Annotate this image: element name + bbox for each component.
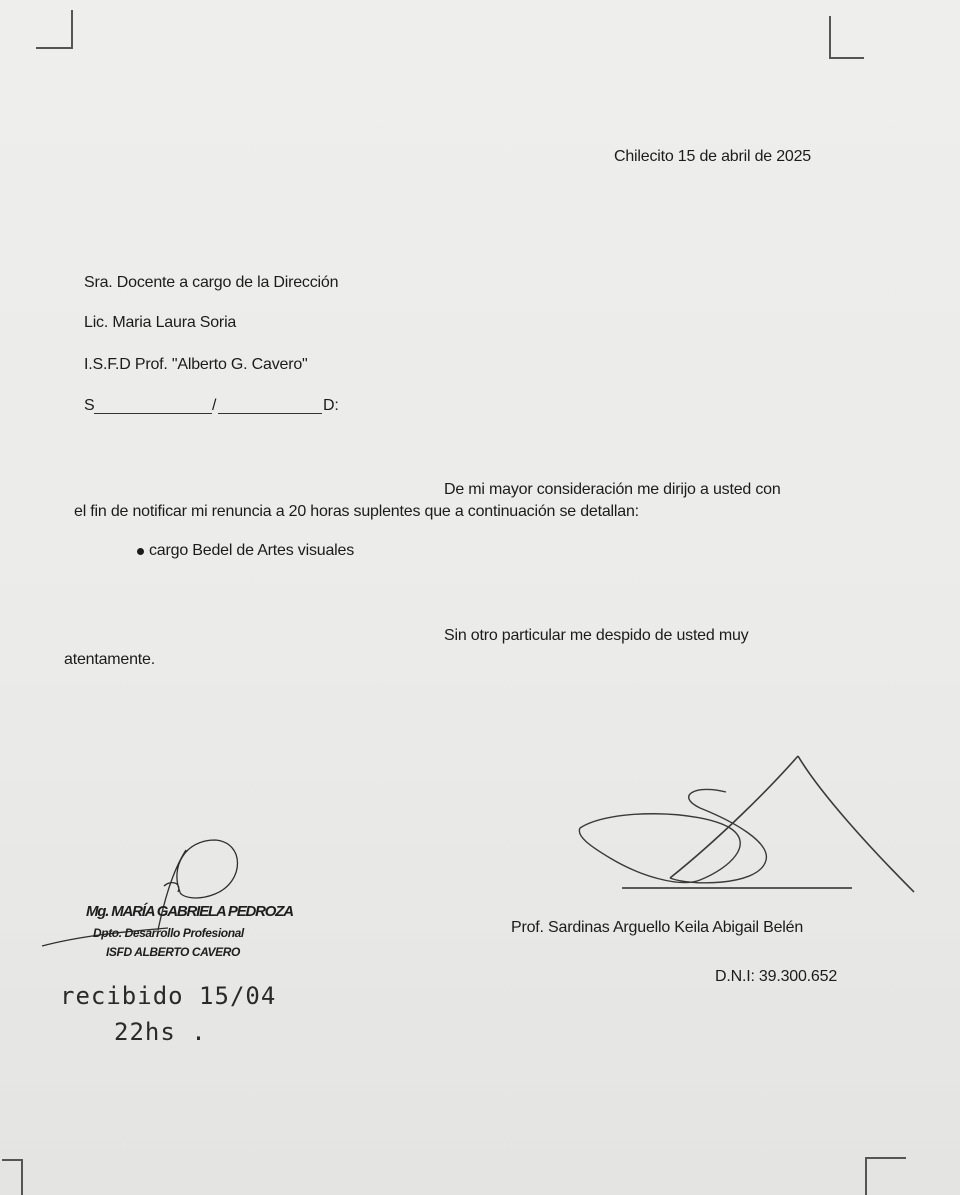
corner-mark-bottom-left xyxy=(0,1150,30,1195)
corner-mark-top-right xyxy=(824,14,868,62)
sd-slash: / xyxy=(212,397,217,414)
recipient-title: Sra. Docente a cargo de la Dirección xyxy=(84,274,339,291)
recipient-institution: I.S.F.D Prof. "Alberto G. Cavero" xyxy=(84,356,308,373)
closing-cont: atentamente. xyxy=(64,651,155,668)
bullet-dot xyxy=(137,548,144,555)
stamp-department: Dpto. Desarrollo Profesional xyxy=(93,926,244,940)
corner-mark-bottom-right xyxy=(860,1150,910,1195)
handwritten-received: recibido 15/04 xyxy=(60,982,277,1010)
sd-d: D: xyxy=(323,397,339,414)
list-item: cargo Bedel de Artes visuales xyxy=(149,542,354,559)
closing-start: Sin otro particular me despido de usted muy xyxy=(444,627,749,644)
sender-dni: D.N.I: 39.300.652 xyxy=(715,968,838,985)
sender-signature xyxy=(570,748,930,898)
body-paragraph-start: De mi mayor consideración me dirijo a usted con xyxy=(444,481,781,498)
stamp-institution: ISFD ALBERTO CAVERO xyxy=(106,945,240,959)
sd-line xyxy=(84,397,344,415)
corner-mark-top-left xyxy=(30,8,80,52)
body-paragraph-cont: el fin de notificar mi renuncia a 20 horas suplentes que a continuación se detallan: xyxy=(74,503,639,520)
sender-name: Prof. Sardinas Arguello Keila Abigail Belén xyxy=(511,919,804,936)
recipient-name: Lic. Maria Laura Soria xyxy=(84,314,237,331)
sd-s: S xyxy=(84,397,95,414)
stamp-official-name: Mg. MARÍA GABRIELA PEDROZA xyxy=(86,903,293,920)
sd-underline-2 xyxy=(218,413,322,414)
handwritten-time: 22hs . xyxy=(114,1018,207,1046)
sd-underline-1 xyxy=(94,413,212,414)
place-date: Chilecito 15 de abril de 2025 xyxy=(614,148,812,165)
